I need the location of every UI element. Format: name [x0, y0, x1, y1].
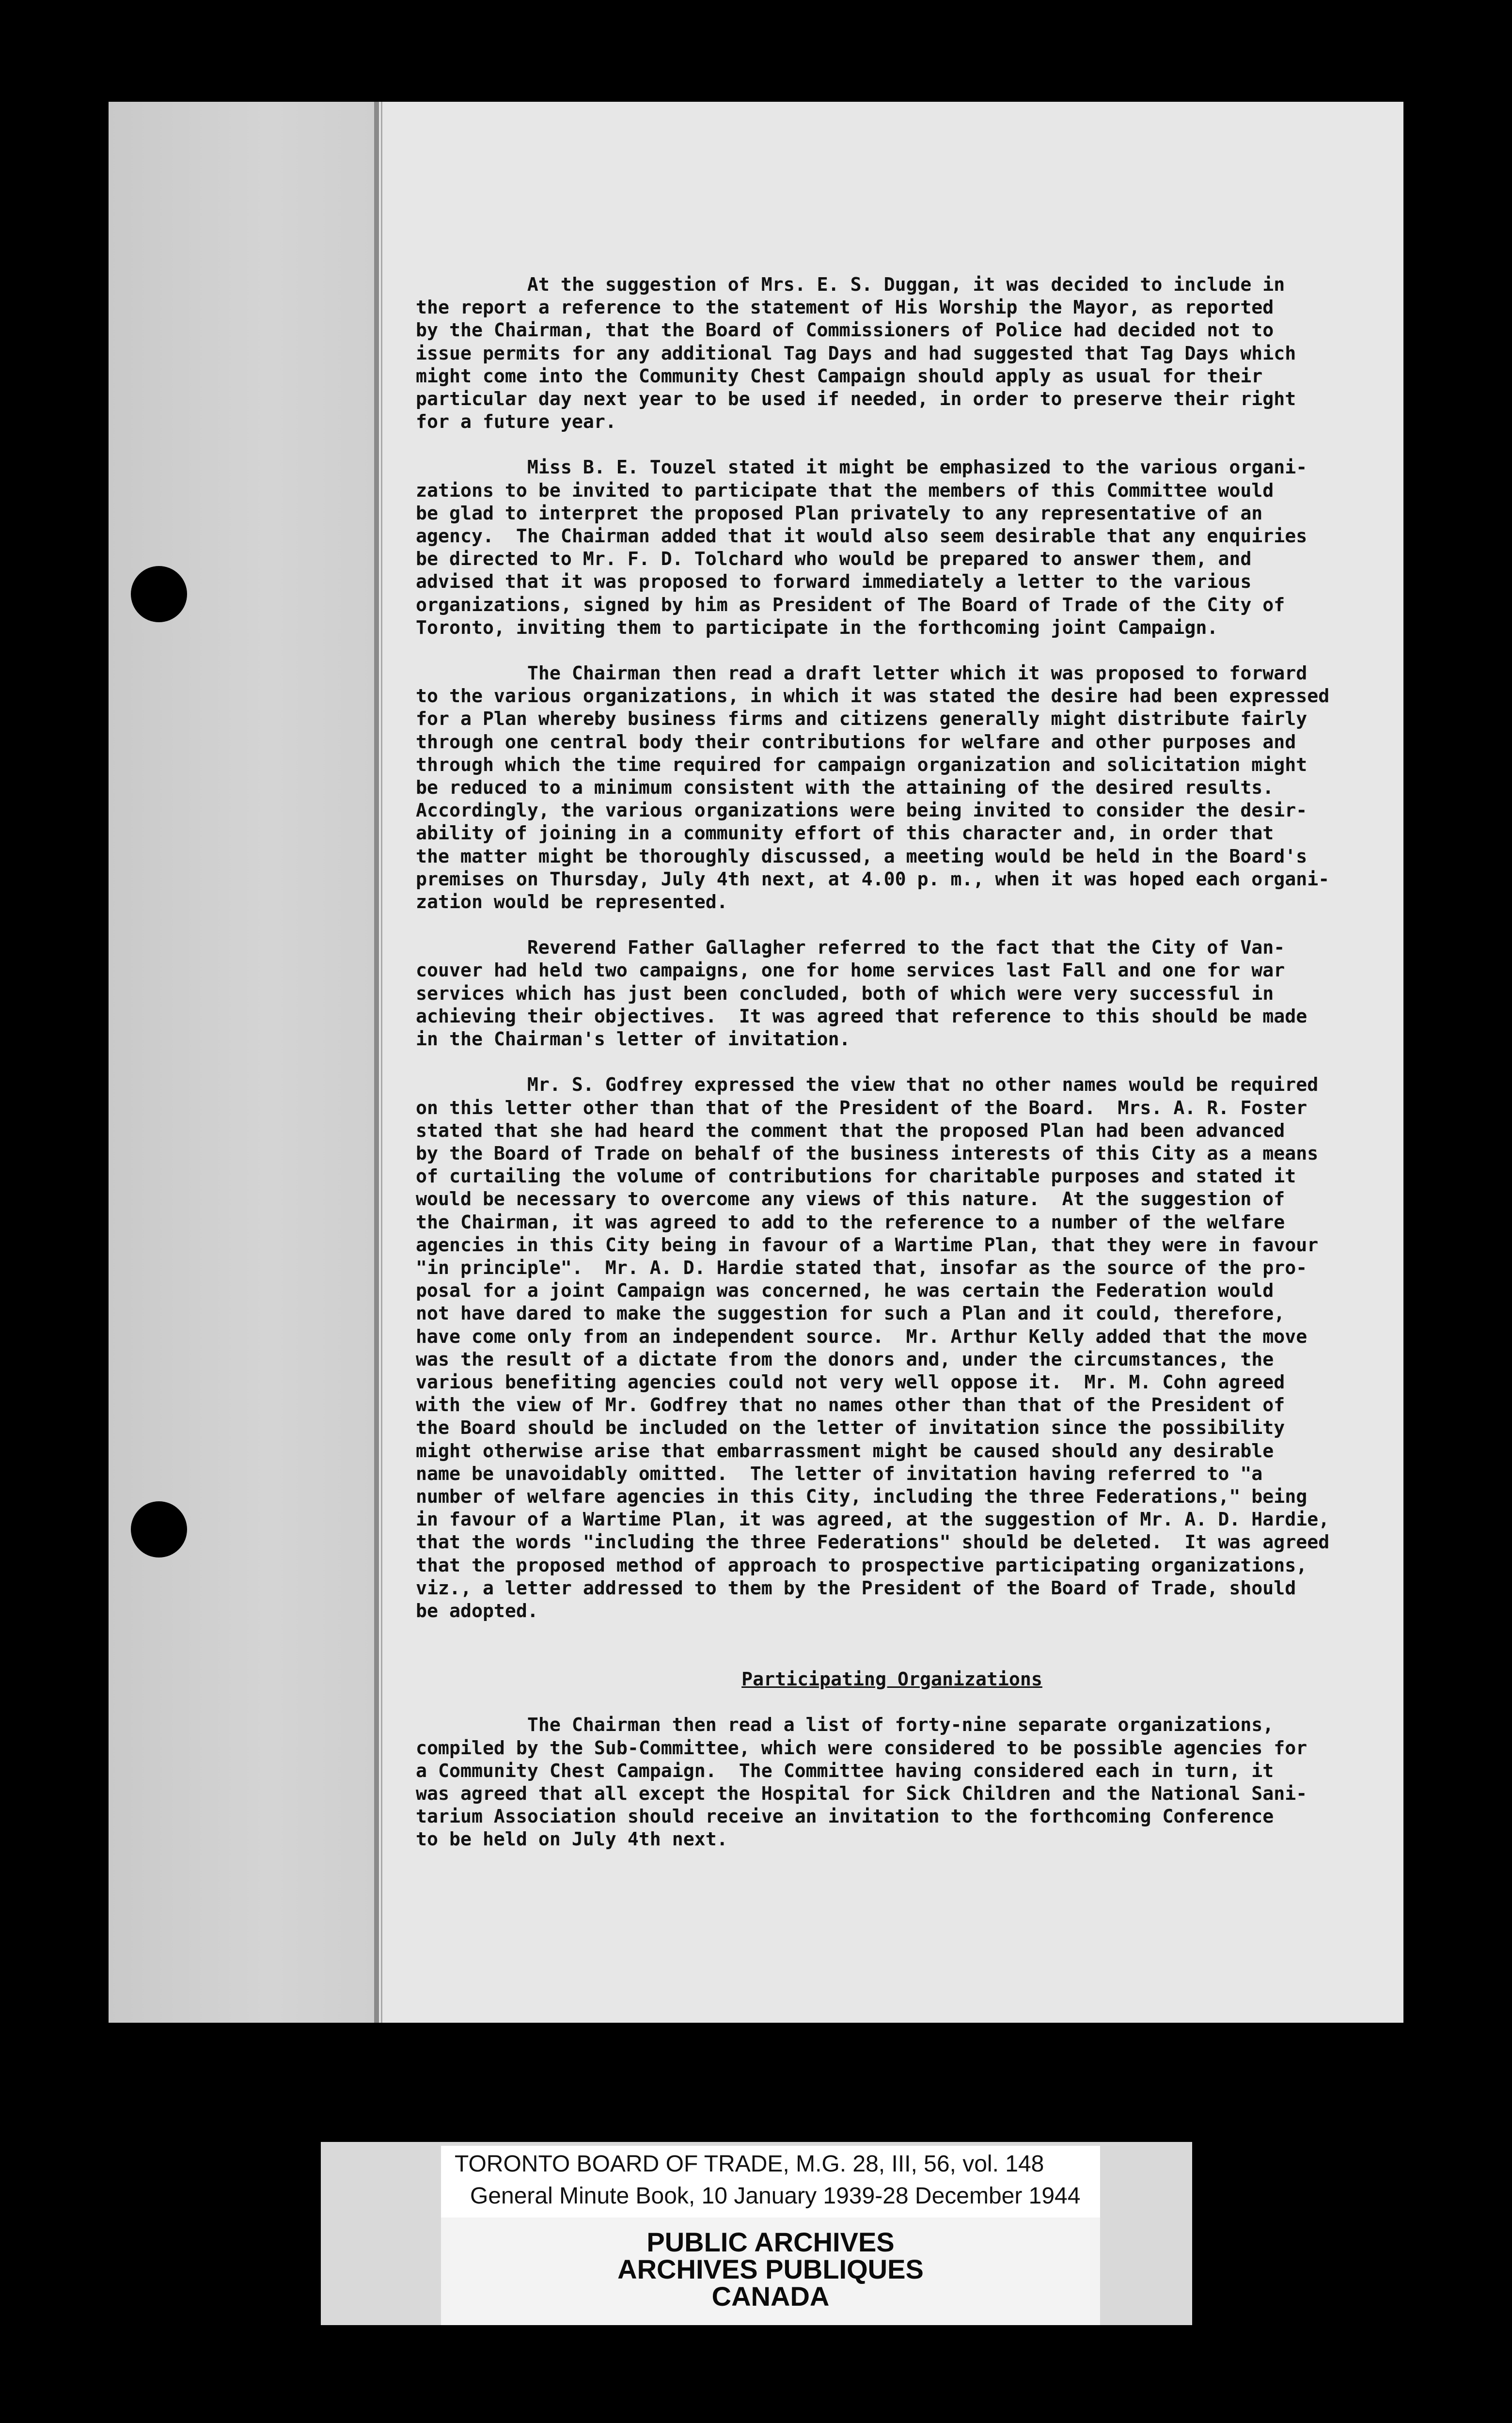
archive-reference-line2: General Minute Book, 10 January 1939-28 December 1944 — [470, 2183, 1081, 2209]
paragraph-vancouver: Reverend Father Gallagher referred to the fact that the City of Van- couver had held two campaigns, one for home services last Fall and one for war services which has just been concluded, both of which were very successful in achieving their objectives. It was agreed that reference to this should be made in the Chairman's letter of invitation. — [416, 937, 1307, 1051]
paragraph-touzel: Miss B. E. Touzel stated it might be emphasized to the various organi- zations to be invited to participate that the members of this Committee would be glad to interpret the proposed Plan privately to any representative of an agency. The Chairman added that it would also seem desirable that any enquiries be directed to Mr. F. D. Tolchard who would be prepared to answer them, and advised that it was proposed to forward immediately a letter to the various organizations, signed by him as President of The Board of Trade of the City of Toronto, inviting them to participate in the forthcoming joint Campaign. — [416, 457, 1307, 639]
margin-rule-thin — [381, 102, 382, 2023]
punch-hole-bottom — [131, 1501, 187, 1558]
minutes-text — [416, 274, 1368, 1874]
binding-margin — [109, 102, 374, 2023]
paragraph-tag-days: At the suggestion of Mrs. E. S. Duggan, it was decided to include in the report a reference to the statement of His Worship the Mayor, as reported by the Chairman, that the Board of Commissioners of Police had decided not to issue permits for any additional Tag Days and had suggested that Tag Days which might come into the Community Chest Campaign should apply as usual for their particular day next year to be used if needed, in order to preserve their right for a future year. — [416, 274, 1296, 433]
paragraph-draft-letter: The Chairman then read a draft letter which it was proposed to forward to the various organizations, in which it was stated the desire had been expressed for a Plan whereby business firms and citizens generally might distribute fairly through one central body their contributions for welfare and other purposes and through which the time required for campaign organization and solicitation might be reduced to a minimum consistent with the attaining of the desired results. Accordingly, the various organizations were being invited to consider the desir- ability of joining in a community effort of this character and, in order that the matter might be thoroughly discussed, a meeting would be held in the Board's premises on Thursday, July 4th next, at 4.00 p. m., when it was hoped each organi- zation would be represented. — [416, 663, 1330, 913]
section-heading: Participating Organizations — [741, 1669, 1042, 1691]
archive-stamp-line1: PUBLIC ARCHIVES — [646, 2227, 895, 2257]
archive-label — [321, 2142, 1192, 2325]
punch-hole-top — [131, 566, 187, 622]
margin-rule — [374, 102, 379, 2023]
archive-reference-line1: TORONTO BOARD OF TRADE, M.G. 28, III, 56, vol. 148 — [455, 2151, 1044, 2177]
paragraph-organizations: The Chairman then read a list of forty-nine separate organizations, compiled by the Sub-Committee, which were considered to be possible agencies for a Community Chest Campaign. The Committee having considered each in turn, it was agreed that all except the Hospital for Sick Children and the National Sani- tarium Association should receive an invitation to the forthcoming Conference to be held on July 4th next. — [416, 1715, 1307, 1851]
archive-stamp-line3: CANADA — [711, 2281, 830, 2312]
archive-reference — [441, 2146, 1100, 2218]
paragraph-godfrey: Mr. S. Godfrey expressed the view that no other names would be required on this letter other than that of the President of the Board. Mrs. A. R. Foster stated that she had heard the comment that the proposed Plan had been advanced by the Board of Trade on behalf of the business interests of this City as a means of curtailing the volume of contributions for charitable purposes and stated it would be necessary to overcome any views of this nature. At the suggestion of the Chairman, it was agreed to add to the reference to a number of the welfare agencies in this City being in favour of a Wartime Plan, that they were in favour "in principle". Mr. A. D. Hardie stated that, insofar as the source of the pro- posal for a joint Campaign was concerned, he was certain the Federation would not have dared to make the suggestion for such a Plan and it could, therefore, have come only from an independent source. Mr. Arthur Kelly added that the move was the result of a dictate from the donors and, under the circumstances, the various benefiting agencies could not very well oppose it. Mr. M. Cohn agreed with the view of Mr. Godfrey that no names other than that of the President of the Board should be included on the letter of invitation since the possibility might otherwise arise that embarrassment might be caused should any desirable name be unavoidably omitted. The letter of invitation having referred to "a number of welfare agencies in this City, including the three Federations," being in favour of a Wartime Plan, it was agreed, at the suggestion of Mr. A. D. Hardie, that the words "including the three Federations" should be deleted. It was agreed that the proposed method of approach to prospective participating organizations, viz., a letter addressed to them by the President of the Board of Trade, should be adopted. — [416, 1074, 1330, 1622]
archive-stamp — [441, 2218, 1100, 2325]
archive-stamp-line2: ARCHIVES PUBLIQUES — [617, 2254, 924, 2284]
